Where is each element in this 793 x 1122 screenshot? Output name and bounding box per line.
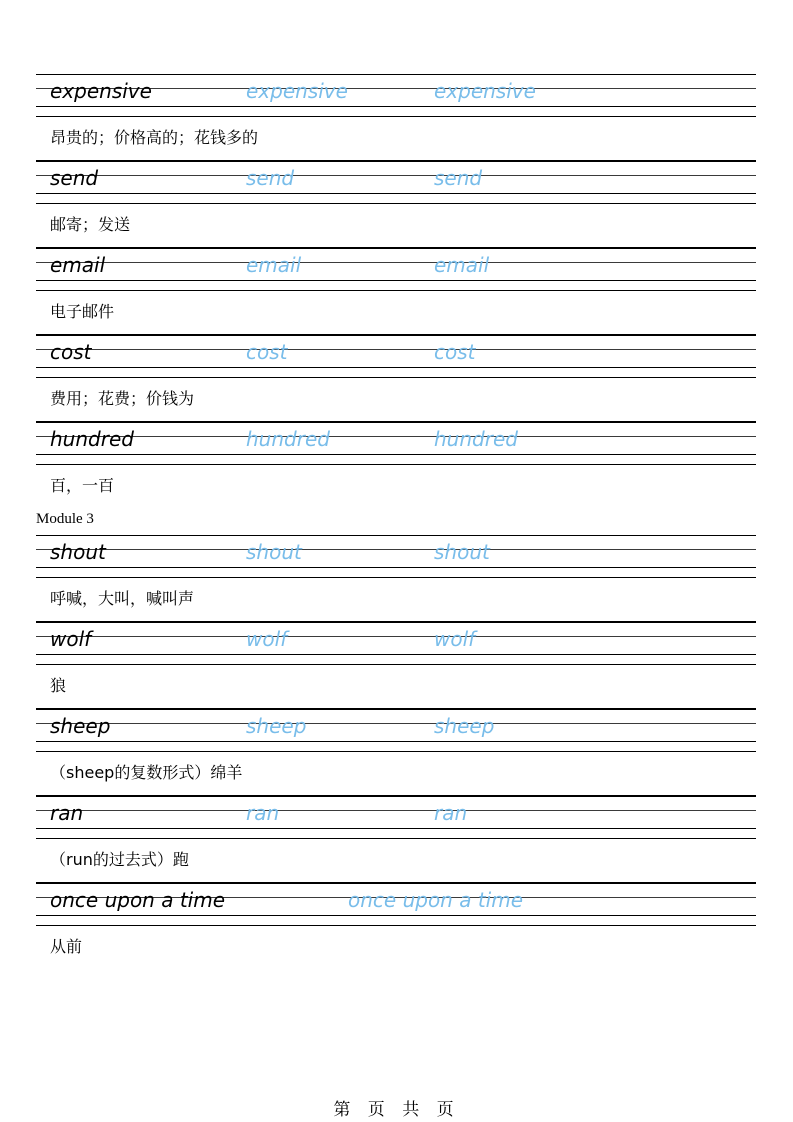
guide-line xyxy=(36,709,756,710)
guide-line xyxy=(36,349,756,350)
meaning-text: 狼 xyxy=(50,676,67,695)
guide-line xyxy=(36,577,756,578)
word-trace-2: cost xyxy=(434,340,476,364)
guide-line xyxy=(36,741,756,742)
guide-line xyxy=(36,367,756,368)
guide-line xyxy=(36,248,756,249)
word-trace-1: send xyxy=(246,166,295,190)
meaning-text: 费用；花费；价钱为 xyxy=(50,389,195,408)
guide-line xyxy=(36,567,756,568)
guide-line xyxy=(36,335,756,336)
page-footer: 第 页 共 页 xyxy=(333,1100,460,1120)
guide-line xyxy=(36,810,756,811)
meaning-text: 从前 xyxy=(50,937,83,956)
word-row xyxy=(36,796,756,842)
guide-line xyxy=(36,549,756,550)
word-row xyxy=(36,161,756,207)
guide-line xyxy=(36,454,756,455)
guide-line xyxy=(36,161,756,162)
word-trace-2: shout xyxy=(434,540,490,564)
guide-line xyxy=(36,883,756,884)
guide-line xyxy=(36,838,756,839)
meaning-text: 邮寄；发送 xyxy=(50,215,131,234)
word-row xyxy=(36,248,756,294)
meaning-row xyxy=(36,581,756,622)
word-trace-1: ran xyxy=(246,801,280,825)
word-trace-1: expensive xyxy=(246,79,348,103)
guide-line xyxy=(36,796,756,797)
word-text: sheep xyxy=(50,714,111,738)
word-text: email xyxy=(50,253,106,277)
module-label: Module 3 xyxy=(36,511,94,527)
word-text: wolf xyxy=(50,627,92,651)
word-trace-2: email xyxy=(434,253,490,277)
meaning-text: （sheep的复数形式）绵羊 xyxy=(50,763,243,782)
word-row xyxy=(36,622,756,668)
word-text: cost xyxy=(50,340,92,364)
word-row xyxy=(36,709,756,755)
word-row xyxy=(36,422,756,468)
meaning-row xyxy=(36,842,756,883)
word-trace-2: sheep xyxy=(434,714,495,738)
word-text: shout xyxy=(50,540,106,564)
guide-line xyxy=(36,751,756,752)
guide-line xyxy=(36,262,756,263)
word-row xyxy=(36,883,756,929)
guide-line xyxy=(36,925,756,926)
word-trace-1: wolf xyxy=(246,627,288,651)
guide-line xyxy=(36,377,756,378)
word-trace-1: shout xyxy=(246,540,302,564)
guide-line xyxy=(36,175,756,176)
word-row xyxy=(36,535,756,581)
guide-line xyxy=(36,664,756,665)
guide-line xyxy=(36,723,756,724)
word-text: hundred xyxy=(50,427,134,451)
meaning-row xyxy=(36,294,756,335)
meaning-text: 呼喊，大叫，喊叫声 xyxy=(50,589,195,608)
word-text: send xyxy=(50,166,99,190)
meaning-row xyxy=(36,120,756,161)
guide-line xyxy=(36,464,756,465)
word-text: ran xyxy=(50,801,84,825)
word-trace-2: hundred xyxy=(434,427,518,451)
word-trace-1: email xyxy=(246,253,302,277)
word-trace-2: ran xyxy=(434,801,468,825)
guide-line xyxy=(36,280,756,281)
guide-line xyxy=(36,290,756,291)
guide-line xyxy=(36,915,756,916)
word-row xyxy=(36,74,756,120)
word-trace-1: cost xyxy=(246,340,288,364)
meaning-row xyxy=(36,207,756,248)
guide-line xyxy=(36,654,756,655)
vocabulary-sheet xyxy=(36,74,756,970)
guide-line xyxy=(36,636,756,637)
meaning-row xyxy=(36,381,756,422)
word-trace-2: send xyxy=(434,166,483,190)
word-trace-1: hundred xyxy=(246,427,330,451)
guide-line xyxy=(36,116,756,117)
guide-line xyxy=(36,535,756,536)
meaning-text: 百，一百 xyxy=(50,476,115,495)
meaning-row xyxy=(36,755,756,796)
word-text: expensive xyxy=(50,79,152,103)
meaning-text: 电子邮件 xyxy=(50,302,115,321)
meaning-row xyxy=(36,468,756,509)
meaning-row xyxy=(36,929,756,970)
guide-line xyxy=(36,106,756,107)
guide-line xyxy=(36,436,756,437)
meaning-text: （run的过去式）跑 xyxy=(50,850,189,869)
guide-line xyxy=(36,828,756,829)
word-trace-2: expensive xyxy=(434,79,536,103)
guide-line xyxy=(36,622,756,623)
guide-line xyxy=(36,193,756,194)
word-text: once upon a time xyxy=(50,888,226,912)
word-row xyxy=(36,335,756,381)
word-trace-1: sheep xyxy=(246,714,307,738)
guide-line xyxy=(36,203,756,204)
guide-line xyxy=(36,74,756,75)
word-trace-2: wolf xyxy=(434,627,476,651)
word-trace-1: once upon a time xyxy=(348,888,524,912)
meaning-text: 昂贵的；价格高的；花钱多的 xyxy=(50,128,259,147)
guide-line xyxy=(36,422,756,423)
meaning-row xyxy=(36,668,756,709)
